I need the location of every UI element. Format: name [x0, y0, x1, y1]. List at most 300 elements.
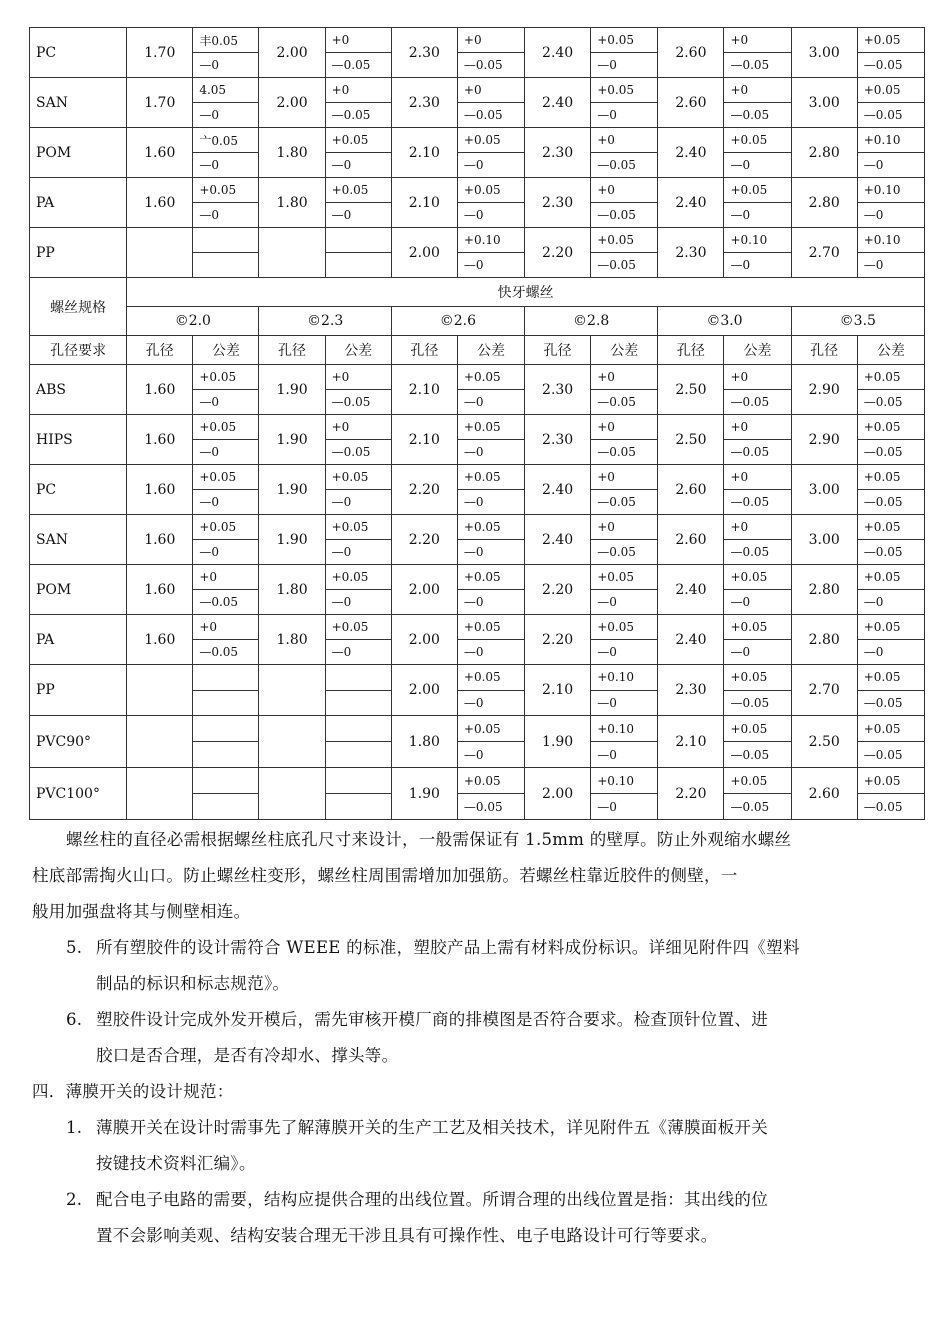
tolerance-lower: —0: [463, 645, 484, 659]
tolerance-lower: —0.05: [597, 158, 636, 172]
tolerance-upper: [193, 768, 258, 794]
material-cell: PC: [30, 28, 127, 78]
tolerance-lower: —0: [463, 258, 484, 272]
tolerance-cell: [857, 515, 924, 565]
tolerance-upper: +0.05: [326, 615, 391, 640]
tolerance-lower: —0.05: [597, 495, 636, 509]
tolerance-upper: +0: [326, 78, 391, 103]
hole-diameter-cell: 2.00: [259, 78, 325, 128]
hole-diameter-cell: 2.00: [259, 28, 325, 78]
hole-diameter-cell: 2.20: [391, 515, 457, 565]
table-row: [30, 128, 925, 178]
size-header: ©2.0: [127, 307, 259, 336]
hole-diameter-cell: 1.60: [127, 178, 193, 228]
table-bottom-section: [30, 365, 925, 820]
size-header: ©2.8: [525, 307, 658, 336]
tolerance-cell: [857, 565, 924, 615]
tolerance-cell: [724, 28, 791, 78]
hole-diameter-cell: 2.50: [791, 716, 857, 768]
size-header: ©2.6: [391, 307, 524, 336]
tolerance-upper: +0: [458, 28, 524, 53]
tolerance-upper: +0.10: [724, 228, 790, 253]
tol-header: 公差: [325, 336, 391, 365]
material-cell: PVC100°: [30, 768, 127, 820]
material-cell: PP: [30, 228, 127, 278]
tolerance-lower: —0.05: [730, 495, 770, 509]
tolerance-lower: —0.05: [597, 445, 636, 459]
tolerance-upper: +0.05: [193, 515, 258, 540]
tolerance-lower: —0: [463, 595, 484, 609]
tolerance-upper: +0: [458, 78, 524, 103]
tolerance-upper: +0.05: [724, 716, 790, 742]
tolerance-upper: +0.05: [458, 178, 524, 203]
req-label: 孔径要求: [30, 336, 127, 365]
tolerance-upper: +0.05: [193, 365, 258, 390]
tolerance-cell: [457, 178, 524, 228]
table-row: [30, 768, 925, 820]
tolerance-upper: +0.05: [193, 465, 258, 490]
tol-header: 公差: [724, 336, 791, 365]
table-row: [30, 28, 925, 78]
tolerance-cell: [325, 465, 391, 515]
table-row: [30, 716, 925, 768]
tolerance-cell: [591, 615, 658, 665]
hole-diameter-cell: 2.40: [525, 515, 591, 565]
hole-diameter-cell: 2.30: [525, 415, 591, 465]
hole-diameter-cell: 2.00: [391, 665, 457, 716]
hole-diameter-cell: 2.10: [391, 365, 457, 415]
size-header: ©3.5: [791, 307, 924, 336]
tolerance-upper: +0: [724, 28, 790, 53]
tol-header: 公差: [591, 336, 658, 365]
tolerance-upper: +0.05: [326, 565, 391, 590]
tolerance-upper: +0: [724, 515, 790, 540]
tolerance-lower: —0: [597, 799, 617, 814]
tolerance-lower: —0.05: [463, 799, 503, 814]
tolerance-upper: +0.05: [858, 716, 924, 742]
hole-diameter-cell: 1.90: [259, 515, 325, 565]
tolerance-lower: —0: [863, 208, 884, 222]
tolerance-cell: [325, 128, 391, 178]
tolerance-cell: [857, 78, 924, 128]
section-item-2: [32, 1182, 922, 1218]
tolerance-lower: [326, 691, 391, 716]
tolerance-lower: —0: [597, 645, 617, 659]
list-text: 制品的标识和标志规范》。: [96, 974, 290, 993]
table-row: [30, 515, 925, 565]
tolerance-lower: —0.05: [863, 545, 903, 559]
tolerance-lower: —0.05: [730, 545, 770, 559]
list-text: 胶口是否合理，是否有冷却水、撑头等。: [96, 1046, 399, 1065]
spec-label: 螺丝规格: [30, 278, 127, 336]
hole-diameter-cell: [259, 716, 325, 768]
hole-diameter-cell: 2.50: [658, 365, 724, 415]
hole-diameter-cell: 1.60: [127, 515, 193, 565]
hole-diameter-cell: 1.60: [127, 465, 193, 515]
group-title: 快牙螺丝: [127, 278, 925, 307]
tolerance-cell: [457, 228, 524, 278]
material-cell: POM: [30, 128, 127, 178]
tolerance-upper: +0.05: [458, 665, 524, 691]
tolerance-upper: [326, 716, 391, 742]
tolerance-upper: +0.05: [858, 415, 924, 440]
material-cell: PA: [30, 178, 127, 228]
hole-diameter-cell: [259, 665, 325, 716]
table-row: [30, 665, 925, 716]
tolerance-cell: [724, 365, 791, 415]
tolerance-lower: —0: [597, 747, 617, 762]
tolerance-upper: +0.05: [591, 565, 657, 590]
tolerance-upper: +0.05: [724, 178, 790, 203]
tolerance-cell: [193, 228, 259, 278]
hole-diameter-cell: 3.00: [791, 515, 857, 565]
tolerance-lower: —0: [863, 645, 884, 659]
tolerance-upper: +0: [591, 178, 657, 203]
tolerance-lower: —0.05: [730, 695, 770, 710]
hole-header: 孔径: [391, 336, 457, 365]
tolerance-lower: —0.05: [199, 645, 239, 659]
tolerance-upper: +0.05: [724, 768, 790, 794]
tolerance-lower: —0.05: [863, 799, 903, 814]
tolerance-cell: [457, 28, 524, 78]
tolerance-upper: +0.05: [591, 615, 657, 640]
hole-diameter-cell: [127, 768, 193, 820]
tolerance-cell: [857, 615, 924, 665]
tolerance-lower: [326, 742, 391, 767]
tolerance-lower: —0.05: [597, 395, 636, 409]
tolerance-upper: +0.05: [858, 515, 924, 540]
tolerance-lower: —0: [730, 208, 751, 222]
tolerance-lower: —0: [863, 595, 884, 609]
tolerance-upper: +0.05: [326, 515, 391, 540]
hole-diameter-cell: 2.40: [658, 615, 724, 665]
tolerance-upper: +0.05: [458, 415, 524, 440]
tolerance-upper: [326, 665, 391, 691]
tolerance-cell: [857, 228, 924, 278]
tolerance-upper: +0.05: [326, 465, 391, 490]
tolerance-upper: +0.05: [458, 515, 524, 540]
tolerance-cell: [591, 228, 658, 278]
tolerance-lower: —0.05: [597, 208, 636, 222]
tolerance-lower: —0.05: [730, 445, 770, 459]
tolerance-cell: [193, 128, 259, 178]
tolerance-upper: +0.05: [724, 615, 790, 640]
list-text: 置不会影响美观、结构安装合理无干涉且具有可操作性、电子电路设计可行等要求。: [96, 1226, 718, 1245]
hole-diameter-cell: 1.80: [391, 716, 457, 768]
hole-diameter-cell: 2.80: [791, 565, 857, 615]
table-row: [30, 465, 925, 515]
tolerance-cell: [325, 178, 391, 228]
section-item-1: [32, 1110, 922, 1146]
tolerance-upper: +0.05: [724, 128, 790, 153]
section-item-1-cont: [32, 1146, 922, 1182]
hole-diameter-cell: 2.30: [525, 365, 591, 415]
hole-diameter-cell: 1.70: [127, 78, 193, 128]
tolerance-cell: [325, 228, 391, 278]
hole-diameter-cell: 2.30: [391, 78, 457, 128]
hole-diameter-cell: 1.60: [127, 565, 193, 615]
material-cell: ABS: [30, 365, 127, 415]
material-cell: PP: [30, 665, 127, 716]
tolerance-cell: [857, 716, 924, 768]
tolerance-upper: +0: [724, 78, 790, 103]
tolerance-lower: —0: [331, 208, 352, 222]
tolerance-cell: [591, 716, 658, 768]
hole-diameter-cell: 2.00: [525, 768, 591, 820]
tolerance-cell: [325, 78, 391, 128]
tolerance-cell: [193, 565, 259, 615]
tolerance-cell: [193, 365, 259, 415]
tolerance-lower: —0.05: [331, 395, 371, 409]
tolerance-cell: [724, 465, 791, 515]
tolerance-cell: [724, 615, 791, 665]
hole-diameter-cell: 2.60: [658, 28, 724, 78]
tolerance-upper: +0.05: [858, 365, 924, 390]
tolerance-cell: [724, 128, 791, 178]
tolerance-lower: —0: [730, 258, 751, 272]
tolerance-cell: [457, 615, 524, 665]
screw-hole-spec-table: [29, 27, 925, 820]
table-row: [30, 615, 925, 665]
tolerance-upper: +0.05: [458, 365, 524, 390]
tol-header: 公差: [193, 336, 259, 365]
tolerance-cell: [857, 665, 924, 716]
table-row: [30, 415, 925, 465]
tolerance-cell: [193, 716, 259, 768]
list-text: 所有塑胶件的设计需符合 WEEE 的标准，塑胶产品上需有材料成份标识。详细见附件四《塑料: [96, 938, 800, 957]
hole-diameter-cell: 2.60: [658, 78, 724, 128]
hole-diameter-cell: 1.90: [259, 415, 325, 465]
hole-diameter-cell: 2.10: [391, 415, 457, 465]
hole-diameter-cell: 2.10: [391, 178, 457, 228]
tolerance-lower: —0: [730, 595, 751, 609]
tolerance-lower: —0: [331, 158, 352, 172]
tolerance-upper: +0.05: [858, 28, 924, 53]
tolerance-cell: [857, 465, 924, 515]
list-number: 2.: [66, 1190, 83, 1209]
hole-diameter-cell: 2.30: [525, 128, 591, 178]
hole-diameter-cell: 1.60: [127, 615, 193, 665]
hole-diameter-cell: 2.00: [391, 615, 457, 665]
tolerance-lower: [193, 253, 258, 277]
tolerance-upper: 丰0.05: [193, 28, 258, 53]
list-item-6: [32, 1002, 922, 1038]
tolerance-lower: —0: [463, 545, 484, 559]
list-number: 6.: [66, 1010, 83, 1029]
hole-diameter-cell: 1.90: [259, 365, 325, 415]
size-header: ©2.3: [259, 307, 391, 336]
tolerance-upper: +0.05: [858, 565, 924, 590]
list-text: 按键技术资料汇编》。: [96, 1154, 256, 1173]
hole-diameter-cell: 2.10: [658, 716, 724, 768]
tolerance-upper: +0.10: [591, 716, 657, 742]
tolerance-upper: [326, 228, 391, 253]
material-cell: SAN: [30, 515, 127, 565]
hole-diameter-cell: 1.60: [127, 365, 193, 415]
hole-diameter-cell: 1.80: [259, 565, 325, 615]
hole-header: 孔径: [658, 336, 724, 365]
hole-diameter-cell: [127, 716, 193, 768]
hole-diameter-cell: 1.60: [127, 415, 193, 465]
hole-diameter-cell: 2.20: [658, 768, 724, 820]
section-heading: 四．薄膜开关的设计规范：: [32, 1082, 234, 1101]
tolerance-upper: +0.05: [591, 28, 657, 53]
tolerance-lower: [193, 794, 258, 819]
tolerance-cell: [457, 128, 524, 178]
hole-diameter-cell: 2.10: [525, 665, 591, 716]
tolerance-lower: —0.05: [597, 545, 636, 559]
material-cell: HIPS: [30, 415, 127, 465]
tolerance-lower: —0.05: [863, 495, 903, 509]
tolerance-lower: —0: [463, 695, 484, 710]
list-text: 配合电子电路的需要，结构应提供合理的出线位置。所谓合理的出线位置是指：其出线的位: [96, 1190, 768, 1209]
tolerance-upper: +0.05: [858, 615, 924, 640]
tolerance-lower: —0: [199, 445, 219, 459]
tolerance-upper: +0: [326, 365, 391, 390]
tolerance-cell: [591, 78, 658, 128]
tolerance-upper: +0: [193, 615, 258, 640]
material-cell: POM: [30, 565, 127, 615]
tolerance-upper: +0.10: [458, 228, 524, 253]
tolerance-cell: [457, 565, 524, 615]
tolerance-cell: [591, 465, 658, 515]
hole-diameter-cell: 1.90: [259, 465, 325, 515]
tolerance-upper: +0: [591, 365, 657, 390]
tolerance-lower: [193, 742, 258, 767]
tolerance-cell: [457, 415, 524, 465]
tolerance-upper: +0: [591, 128, 657, 153]
tolerance-lower: —0: [199, 495, 219, 509]
tolerance-lower: —0: [199, 158, 219, 172]
tolerance-lower: —0: [463, 395, 484, 409]
tolerance-cell: [591, 768, 658, 820]
hole-diameter-cell: 2.20: [525, 228, 591, 278]
tolerance-upper: +0: [326, 28, 391, 53]
hole-diameter-cell: 3.00: [791, 78, 857, 128]
tolerance-lower: —0: [730, 158, 751, 172]
tolerance-upper: 4.05: [193, 78, 258, 103]
hole-diameter-cell: 2.40: [525, 465, 591, 515]
tolerance-lower: —0: [597, 58, 617, 72]
list-text: 薄膜开关在设计时需事先了解薄膜开关的生产工艺及相关技术，详见附件五《薄膜面板开关: [96, 1118, 768, 1137]
tolerance-upper: +0.05: [724, 665, 790, 691]
tolerance-upper: +0.10: [858, 178, 924, 203]
tolerance-cell: [591, 28, 658, 78]
tolerance-lower: —0.05: [730, 108, 770, 122]
tolerance-cell: [457, 768, 524, 820]
tolerance-lower: —0: [199, 395, 219, 409]
tolerance-upper: +0.05: [193, 178, 258, 203]
tolerance-upper: +0: [724, 365, 790, 390]
tolerance-upper: +0: [591, 415, 657, 440]
hole-diameter-cell: 2.00: [391, 565, 457, 615]
hole-diameter-cell: 2.70: [791, 228, 857, 278]
tolerance-upper: +0: [193, 565, 258, 590]
hole-diameter-cell: 1.80: [259, 178, 325, 228]
tolerance-lower: —0.05: [863, 445, 903, 459]
paragraph-line: 螺丝柱的直径必需根据螺丝柱底孔尺寸来设计，一般需保证有 1.5mm 的壁厚。防止外观缩水螺丝: [66, 830, 792, 849]
tolerance-cell: [193, 78, 259, 128]
hole-diameter-cell: 2.30: [658, 665, 724, 716]
hole-diameter-cell: 1.60: [127, 128, 193, 178]
material-cell: SAN: [30, 78, 127, 128]
tolerance-upper: +0.05: [458, 615, 524, 640]
hole-diameter-cell: 2.00: [391, 228, 457, 278]
list-item-5: [32, 930, 922, 966]
tolerance-cell: [591, 178, 658, 228]
hole-diameter-cell: 2.20: [525, 615, 591, 665]
tolerance-cell: [193, 615, 259, 665]
material-cell: PVC90°: [30, 716, 127, 768]
hole-diameter-cell: 2.90: [791, 365, 857, 415]
tolerance-upper: [193, 228, 258, 253]
tolerance-cell: [457, 515, 524, 565]
material-cell: PA: [30, 615, 127, 665]
tolerance-cell: [193, 515, 259, 565]
hole-diameter-cell: 2.80: [791, 615, 857, 665]
tolerance-upper: +0.10: [858, 228, 924, 253]
section-item-2-cont: [32, 1218, 922, 1254]
hole-diameter-cell: 2.30: [525, 178, 591, 228]
tolerance-upper: +0: [591, 515, 657, 540]
tolerance-lower: —0: [863, 158, 884, 172]
tolerance-cell: [857, 768, 924, 820]
tolerance-lower: —0.05: [863, 695, 903, 710]
hole-diameter-cell: 2.60: [658, 515, 724, 565]
tolerance-lower: —0: [730, 645, 751, 659]
list-number: 1.: [66, 1118, 83, 1137]
tolerance-upper: +0.05: [458, 768, 524, 794]
tol-header: 公差: [857, 336, 924, 365]
hole-diameter-cell: 2.40: [658, 128, 724, 178]
tolerance-lower: —0.05: [730, 747, 770, 762]
tolerance-upper: +0.05: [591, 78, 657, 103]
tolerance-cell: [193, 665, 259, 716]
tolerance-cell: [591, 665, 658, 716]
tolerance-cell: [325, 515, 391, 565]
tolerance-cell: [325, 415, 391, 465]
hole-diameter-cell: 1.90: [391, 768, 457, 820]
paragraph-line: 柱底部需掏火山口。防止螺丝柱变形，螺丝柱周围需增加加强筋。若螺丝柱靠近胶件的侧壁，一: [32, 866, 738, 885]
tolerance-upper: +0.05: [193, 415, 258, 440]
tolerance-cell: [724, 665, 791, 716]
tolerance-cell: [193, 178, 259, 228]
tolerance-upper: +0: [326, 415, 391, 440]
tolerance-cell: [857, 365, 924, 415]
tolerance-cell: [857, 28, 924, 78]
hole-diameter-cell: 2.20: [525, 565, 591, 615]
tolerance-upper: +0.05: [326, 178, 391, 203]
tolerance-cell: [325, 716, 391, 768]
list-item-6-cont: [32, 1038, 922, 1074]
tolerance-cell: [591, 515, 658, 565]
hole-diameter-cell: 2.90: [791, 415, 857, 465]
tolerance-cell: [724, 178, 791, 228]
table-row: [30, 228, 925, 278]
tolerance-lower: —0: [863, 258, 884, 272]
tol-header: 公差: [457, 336, 524, 365]
tolerance-upper: +0.05: [326, 128, 391, 153]
hole-diameter-cell: 2.60: [658, 465, 724, 515]
tolerance-cell: [325, 565, 391, 615]
tolerance-lower: —0: [331, 595, 352, 609]
tolerance-cell: [591, 415, 658, 465]
hole-diameter-cell: 2.10: [391, 128, 457, 178]
tolerance-upper: +0.05: [724, 565, 790, 590]
tolerance-upper: [326, 768, 391, 794]
tolerance-lower: —0: [331, 545, 352, 559]
tolerance-cell: [724, 565, 791, 615]
